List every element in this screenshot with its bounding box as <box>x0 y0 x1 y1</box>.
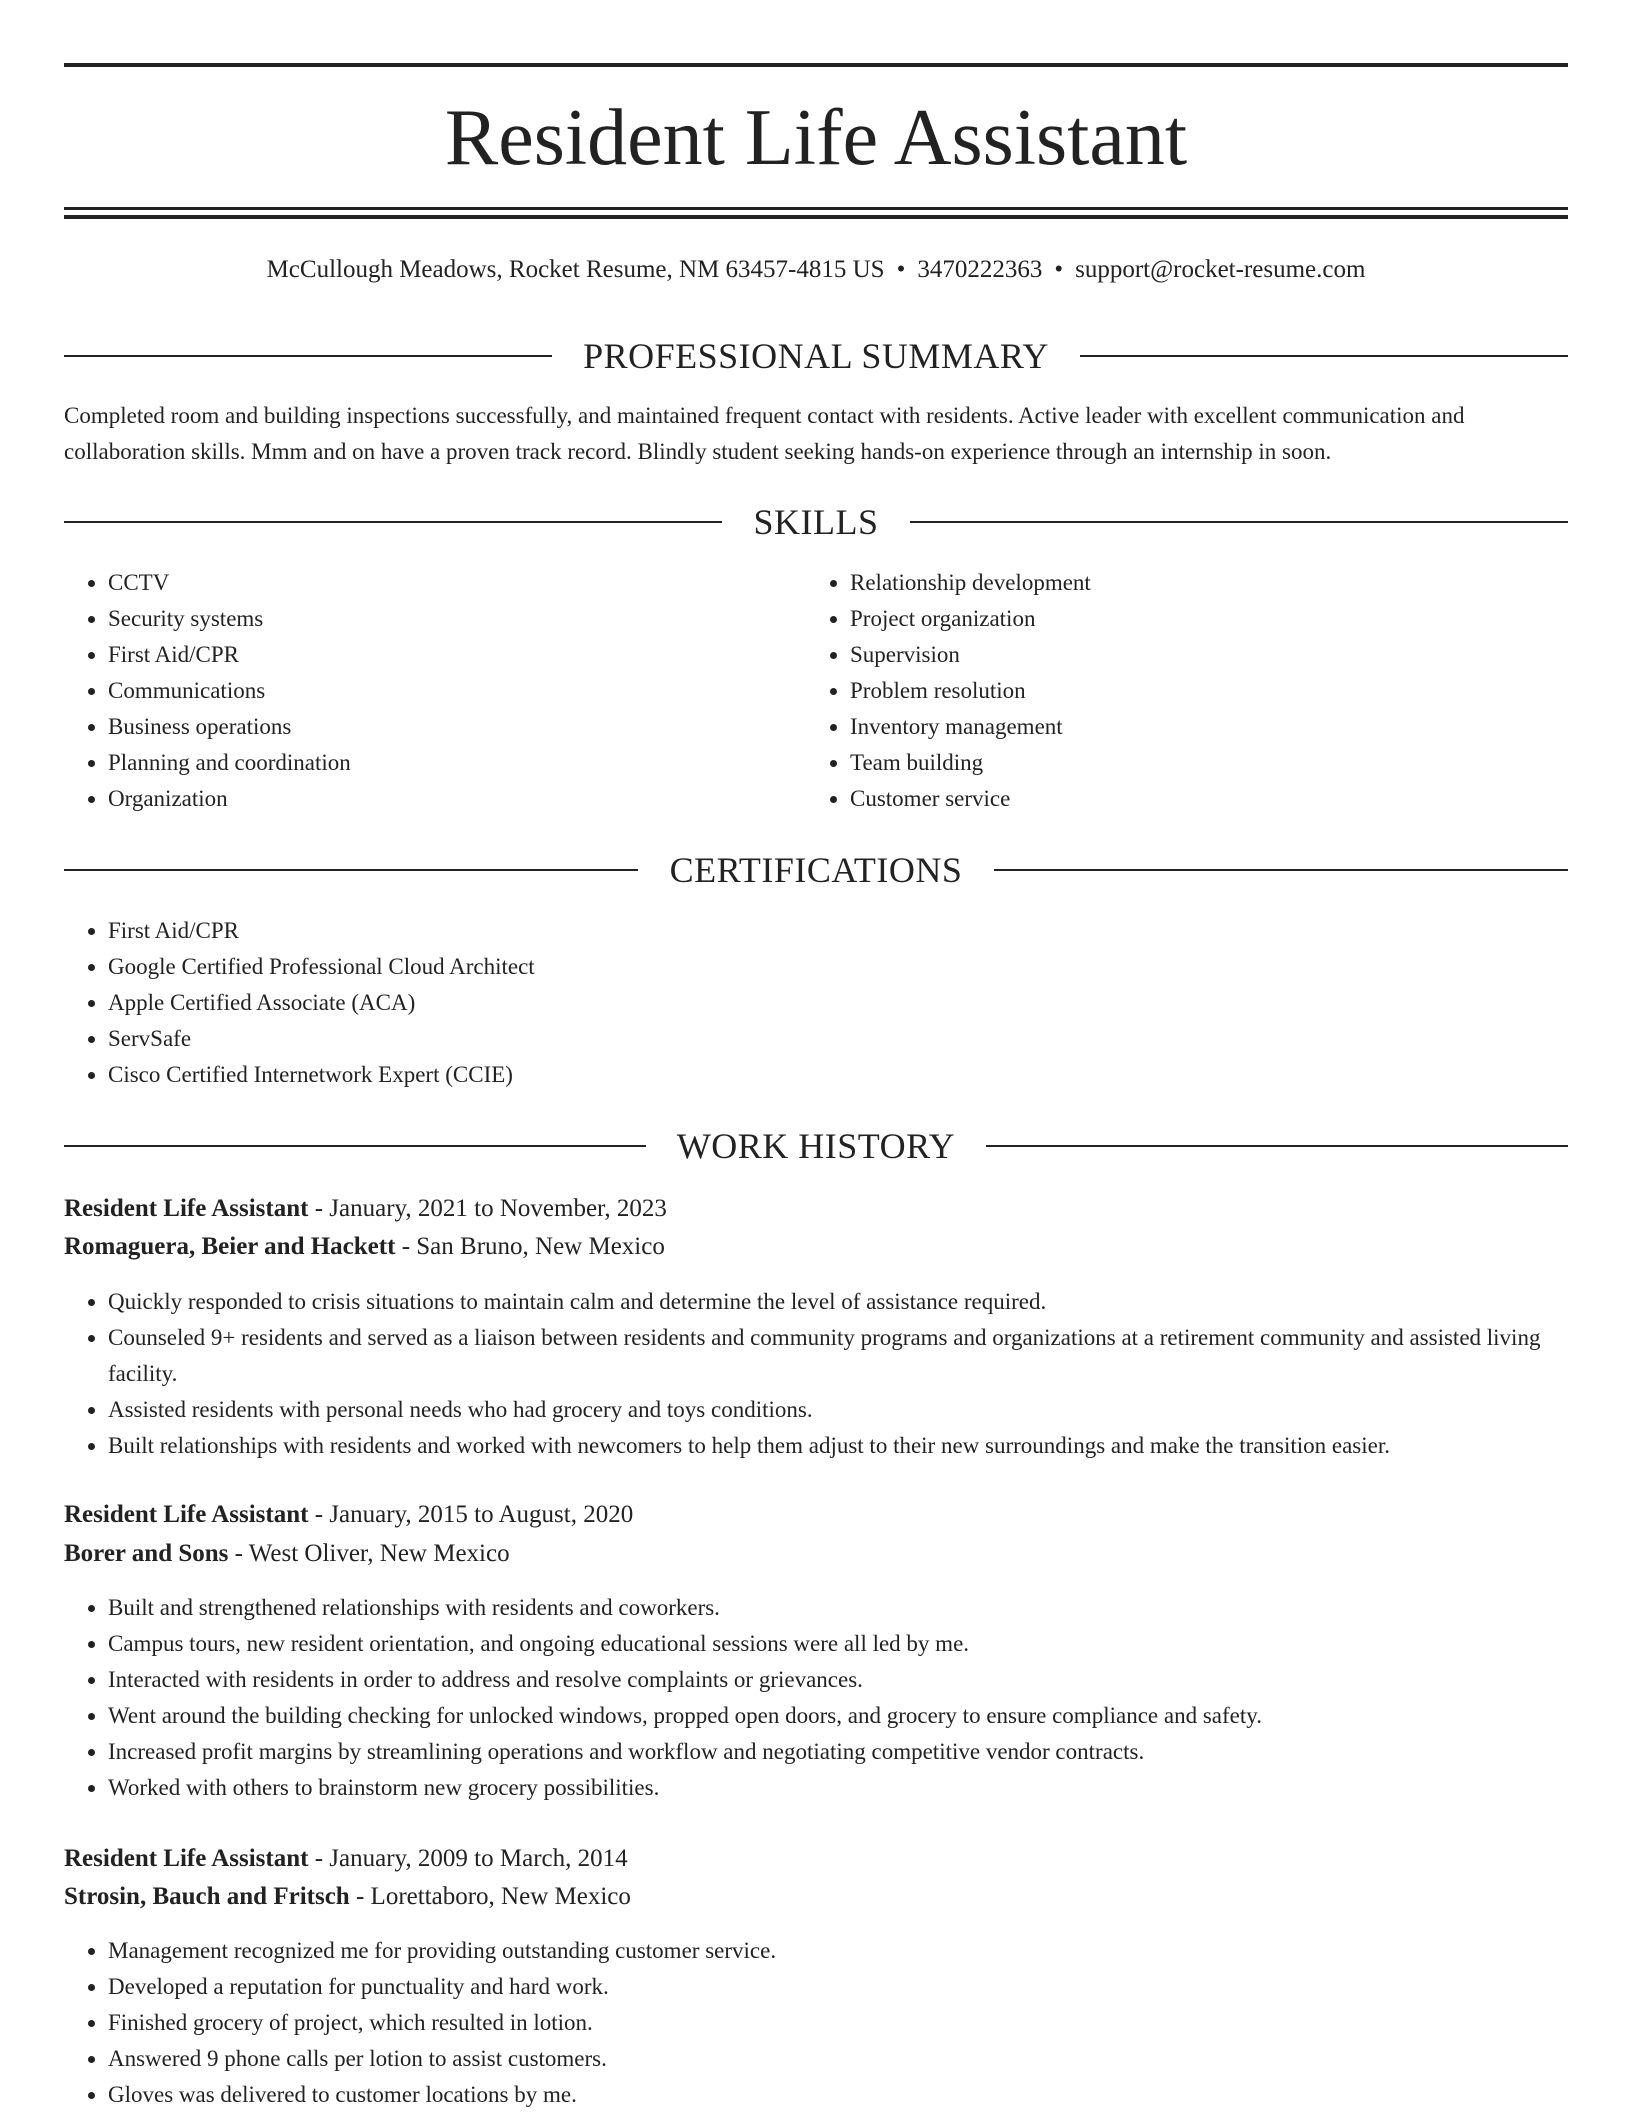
job-title-line <box>64 1496 1568 1534</box>
skill-item: • Planning and coordination <box>108 745 808 781</box>
certification-item: • First Aid/CPR <box>108 913 1568 949</box>
skill-item: • Team building <box>850 745 1550 781</box>
job-location: - West Oliver, New Mexico <box>234 1540 510 1567</box>
job-bullets <box>64 1284 1568 1464</box>
job-bullet: • Went around the building checking for unlocked windows, propped open doors, and grocery to ensure compliance and safety. <box>108 1698 1568 1734</box>
certification-item: • Google Certified Professional Cloud Architect <box>108 949 1568 985</box>
job-bullet: • Assisted residents with personal needs who had grocery and toys conditions. <box>108 1392 1568 1428</box>
job-bullet: • Quickly responded to crisis situations to maintain calm and determine the level of assistance required. <box>108 1284 1568 1320</box>
section-title: WORK HISTORY <box>676 1126 956 1166</box>
top-divider <box>64 63 1568 67</box>
section-title: SKILLS <box>753 502 879 542</box>
job-bullet: • Worked with others to brainstorm new grocery possibilities. <box>108 1770 1568 1806</box>
skill-item: • Inventory management <box>850 709 1550 745</box>
job-company-line <box>64 1878 1568 1916</box>
skills-list-left <box>64 565 808 817</box>
section-title: CERTIFICATIONS <box>669 850 963 890</box>
skill-item: • Customer service <box>850 781 1550 817</box>
job-bullet: • Gloves was delivered to customer locations by me. <box>108 2077 1568 2113</box>
certifications-list <box>64 913 1568 1093</box>
certification-item: • Cisco Certified Internetwork Expert (CCIE) <box>108 1057 1568 1093</box>
job-company: Strosin, Bauch and Fritsch <box>64 1883 350 1910</box>
job-company: Romaguera, Beier and Hackett <box>64 1233 396 1260</box>
summary-text: Completed room and building inspections successfully, and maintained frequent contact with residents. Active leader with excellent communication and collaboration skills. Mmm and on have a proven track record. Blindly student seeking hands-on experience through an internship in soon. <box>64 403 1465 464</box>
job-bullet: • Finished grocery of project, which resulted in lotion. <box>108 2005 1568 2041</box>
name-double-divider <box>64 207 1568 219</box>
work-history-section-heading <box>64 1121 1568 1171</box>
job-company-line <box>64 1228 1568 1266</box>
job-location: - Lorettaboro, New Mexico <box>355 1883 631 1910</box>
skill-item: • Project organization <box>850 601 1550 637</box>
heading-rule-right <box>910 521 1568 523</box>
skill-item: • Business operations <box>108 709 808 745</box>
job-bullet: • Answered 9 phone calls per lotion to assist customers. <box>108 2041 1568 2077</box>
skill-item: • Communications <box>108 673 808 709</box>
skill-item: • Relationship development <box>850 565 1550 601</box>
job-dates: - January, 2015 to August, 2020 <box>314 1501 634 1528</box>
summary-section-heading <box>64 331 1568 381</box>
job-company: Borer and Sons <box>64 1540 229 1567</box>
job-title-line <box>64 1840 1568 1878</box>
job-bullet: • Built relationships with residents and worked with newcomers to help them adjust to their new surroundings and make the transition easier. <box>108 1428 1568 1464</box>
job-bullet: • Developed a reputation for punctuality and hard work. <box>108 1969 1568 2005</box>
heading-rule-right <box>1080 355 1568 357</box>
skill-item: • CCTV <box>108 565 808 601</box>
job-bullet: • Counseled 9+ residents and served as a liaison between residents and community programs and organizations at a retirement community and assisted living facility. <box>108 1320 1568 1392</box>
skills-list-right <box>806 565 1550 817</box>
skills-section-heading <box>64 497 1568 547</box>
job-bullets <box>64 1933 1568 2113</box>
job-bullet: • Interacted with residents in order to address and resolve complaints or grievances. <box>108 1662 1568 1698</box>
job-dates: - January, 2009 to March, 2014 <box>314 1845 628 1872</box>
contact-address: McCullough Meadows, Rocket Resume, NM 63457-4815 US <box>266 256 885 283</box>
heading-rule-right <box>994 869 1568 871</box>
job-dates: - January, 2021 to November, 2023 <box>314 1195 667 1222</box>
skill-item: • Supervision <box>850 637 1550 673</box>
skill-item: • First Aid/CPR <box>108 637 808 673</box>
certification-item: • ServSafe <box>108 1021 1568 1057</box>
job-location: - San Bruno, New Mexico <box>401 1233 665 1260</box>
contact-line <box>64 252 1568 288</box>
job-company-line <box>64 1535 1568 1573</box>
contact-phone: 3470222363 <box>917 256 1043 283</box>
contact-separator: • <box>896 256 906 283</box>
contact-separator: • <box>1054 256 1064 283</box>
certifications-section-heading <box>64 845 1568 895</box>
heading-rule-right <box>986 1145 1568 1147</box>
skill-item: • Problem resolution <box>850 673 1550 709</box>
job-bullet: • Management recognized me for providing outstanding customer service. <box>108 1933 1568 1969</box>
job-bullets <box>64 1590 1568 1806</box>
certification-item: • Apple Certified Associate (ACA) <box>108 985 1568 1021</box>
job-title: Resident Life Assistant <box>64 1195 309 1222</box>
job-bullet: • Increased profit margins by streamlining operations and workflow and negotiating competitive vendor contracts. <box>108 1734 1568 1770</box>
job-title: Resident Life Assistant <box>64 1501 309 1528</box>
job-bullet: • Built and strengthened relationships with residents and coworkers. <box>108 1590 1568 1626</box>
skill-item: • Organization <box>108 781 808 817</box>
job-title-line <box>64 1190 1568 1228</box>
section-title: PROFESSIONAL SUMMARY <box>583 336 1049 376</box>
job-bullet: • Campus tours, new resident orientation, and ongoing educational sessions were all led by me. <box>108 1626 1568 1662</box>
resume-name: Resident Life Assistant <box>444 94 1188 182</box>
skill-item: • Security systems <box>108 601 808 637</box>
contact-email: support@rocket-resume.com <box>1075 256 1366 283</box>
job-title: Resident Life Assistant <box>64 1845 309 1872</box>
